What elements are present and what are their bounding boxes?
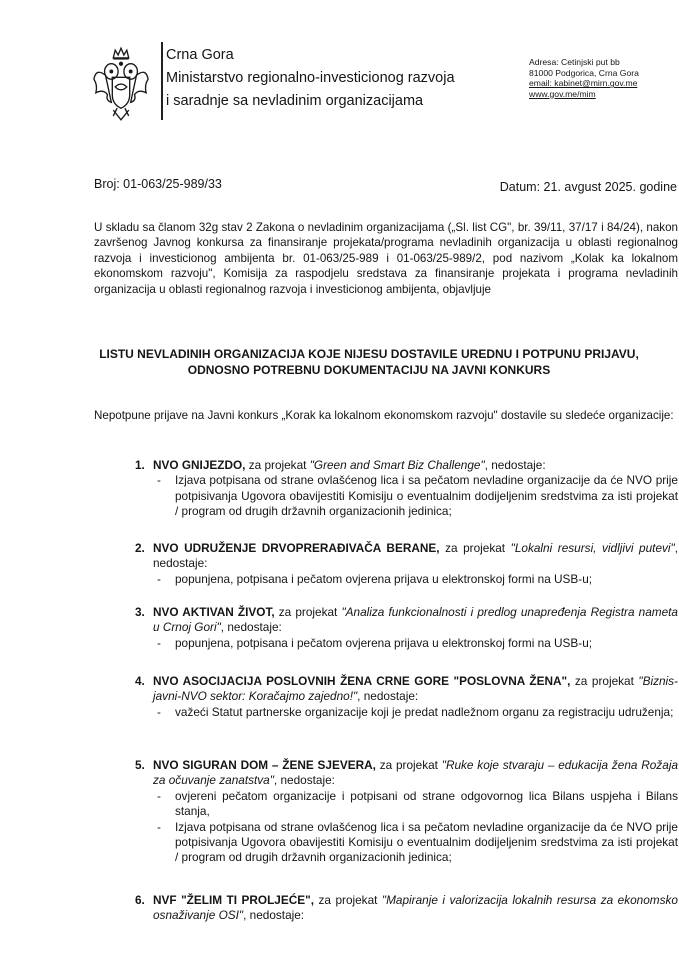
missing-document	[153, 636, 678, 651]
missing-document-text: popunjena, potpisana i pečatom ovjerena prijava u elektronskoj formi na USB-u;	[175, 571, 593, 586]
list-item	[135, 758, 678, 866]
ministry-line: Crna Gora	[166, 47, 234, 63]
item-text: za projekat	[274, 605, 342, 619]
item-text: , nedostaje:	[357, 689, 419, 704]
item-number: 1.	[135, 458, 145, 472]
item-number: 4.	[135, 674, 145, 688]
item-heading	[153, 605, 678, 636]
intro-paragraph: U skladu sa članom 32g stav 2 Zakona o nevladinim organizacijama („Sl. list CG", br. 39/11, 37/17 i 84/24), nakon završenog Javnog konkursa za finansiranje projekata/programa nevladinih organizacija u oblasti regionalnog razvoja i investicionog ambijenta br. 01-063/25-989 i 01-063/25-989/2, pod nazivom „Kolak ka lokalnom ekonomskom razvoju", Komisija za raspodjelu sredstava za finansiranje projekata i programa nevladinih organizacija u oblasti regionalnog razvoja i investicionog ambijenta, objavljuje	[94, 221, 678, 296]
document-heading: LISTU NEVLADINIH ORGANIZACIJA KOJE NIJESU DOSTAVILE UREDNU I POTPUNU PRIJAVU, ODNOSNO POTREBNU DOKUMENTACIJU NA JAVNI KONKURS	[99, 347, 639, 377]
organization-name: NVO GNIJEZDO,	[153, 458, 246, 472]
organization-name: NVO AKTIVAN ŽIVOT,	[153, 605, 275, 619]
ministry-line: Ministarstvo regionalno-investicionog razvoja	[166, 70, 455, 86]
list-item	[135, 893, 678, 924]
item-heading	[153, 674, 678, 705]
list-item	[135, 605, 678, 651]
organization-name: NVO SIGURAN DOM – ŽENE SJEVERA,	[153, 758, 376, 772]
address-line: Adresa: Cetinjski put bb	[529, 57, 620, 67]
item-text: za projekat	[570, 674, 639, 688]
missing-document-text: važeći Statut partnerske organizacije koji je predat nadležnom organu za registraciju udruženja;	[175, 704, 674, 719]
item-text: za projekat	[375, 758, 442, 772]
item-text: za projekat	[439, 541, 511, 555]
lead-paragraph: Nepotpune prijave na Javni konkurs „Korak ka lokalnom ekonomskom razvoju" dostavile su sledeće organizacije:	[94, 409, 674, 422]
item-text: za projekat	[245, 458, 310, 472]
missing-document	[153, 572, 678, 587]
project-title: "Lokalni resursi, vidljivi putevi"	[510, 541, 675, 555]
reference-number: Broj: 01-063/25-989/33	[94, 177, 222, 191]
header-divider	[161, 42, 163, 120]
bullet-dash: -	[157, 704, 161, 719]
email-link[interactable]: email: kabinet@mirn.gov.me	[529, 78, 638, 89]
bullet-dash: -	[157, 473, 161, 488]
item-number: 2.	[135, 541, 145, 555]
item-number: 6.	[135, 893, 145, 907]
project-title: "Biznis-javni-NVO sektor: Koračajmo zajedno!"	[153, 674, 678, 704]
project-title: "Analiza funkcionalnosti i predlog unapređenja Registra nameta u Crnoj Gori"	[153, 605, 678, 635]
list-item	[135, 458, 678, 520]
organization-name: NVF "ŽELIM TI PROLJEĆE",	[153, 893, 314, 907]
item-heading	[153, 893, 678, 924]
item-number: 5.	[135, 758, 145, 772]
missing-document-text: ovjereni pečatom organizacije i potpisani od strane odgovornog lica Bilans uspjeha i Bilans stanja,	[175, 788, 678, 819]
missing-document	[153, 820, 678, 866]
missing-document	[153, 705, 678, 720]
bullet-dash: -	[157, 635, 161, 650]
organization-name: NVO UDRUŽENJE DRVOPRERAĐIVAČA BERANE,	[153, 541, 440, 555]
missing-document	[153, 473, 678, 519]
missing-document-text: popunjena, potpisana i pečatom ovjerena prijava u elektronskoj formi na USB-u;	[175, 635, 593, 650]
item-text: , nedostaje:	[484, 458, 546, 472]
item-number: 3.	[135, 605, 145, 619]
contact-block	[529, 57, 639, 99]
ministry-line: i saradnje sa nevladinim organizacijama	[166, 93, 424, 109]
item-text: za projekat	[314, 893, 382, 907]
item-heading	[153, 541, 678, 572]
list-item	[135, 674, 678, 720]
item-text: , nedostaje:	[273, 773, 335, 788]
organization-name: NVO ASOCIJACIJA POSLOVNIH ŽENA CRNE GORE "POSLOVNA ŽENA",	[153, 674, 571, 688]
item-text: , nedostaje:	[220, 620, 282, 635]
missing-document-text: Izjava potpisana od strane ovlašćenog lica i sa pečatom nevladine organizacije da će NVO prije potpisivanja Ugovora obavijestiti Komisiju o eventualnim dodijeljenim sredstvima za isti projekat / program od drugih državnih organizacionih jedinica;	[175, 819, 678, 865]
item-heading	[153, 458, 678, 473]
item-heading	[153, 758, 678, 789]
city-line: 81000 Podgorica, Crna Gora	[529, 67, 639, 78]
ministry-name	[166, 44, 455, 113]
project-title: "Ruke koje stvaraju – edukacija žena Rožaja za očuvanje zanatstva"	[153, 758, 678, 788]
missing-document	[153, 789, 678, 820]
project-title: "Mapiranje i valorizacija lokalnih resursa za ekonomsko osnaživanje OSI"	[153, 893, 678, 923]
coat-of-arms-icon	[92, 46, 150, 124]
project-title: "Green and Smart Biz Challenge"	[309, 458, 485, 472]
website-link[interactable]: www.gov.me/mim	[529, 88, 596, 99]
item-text: , nedostaje:	[243, 908, 305, 923]
missing-document-text: Izjava potpisana od strane ovlašćenog lica i sa pečatom nevladine organizacije da će NVO prije potpisivanja Ugovora obavijestiti Komisiju o eventualnim dodijeljenim sredstvima za isti projekat / program od drugih državnih organizacionih jedinica;	[175, 473, 678, 519]
item-text: , nedostaje:	[153, 541, 678, 571]
bullet-dash: -	[157, 571, 161, 586]
document-date: Datum: 21. avgust 2025. godine	[499, 180, 677, 194]
bullet-dash: -	[157, 819, 161, 834]
list-item	[135, 541, 678, 587]
bullet-dash: -	[157, 788, 161, 803]
